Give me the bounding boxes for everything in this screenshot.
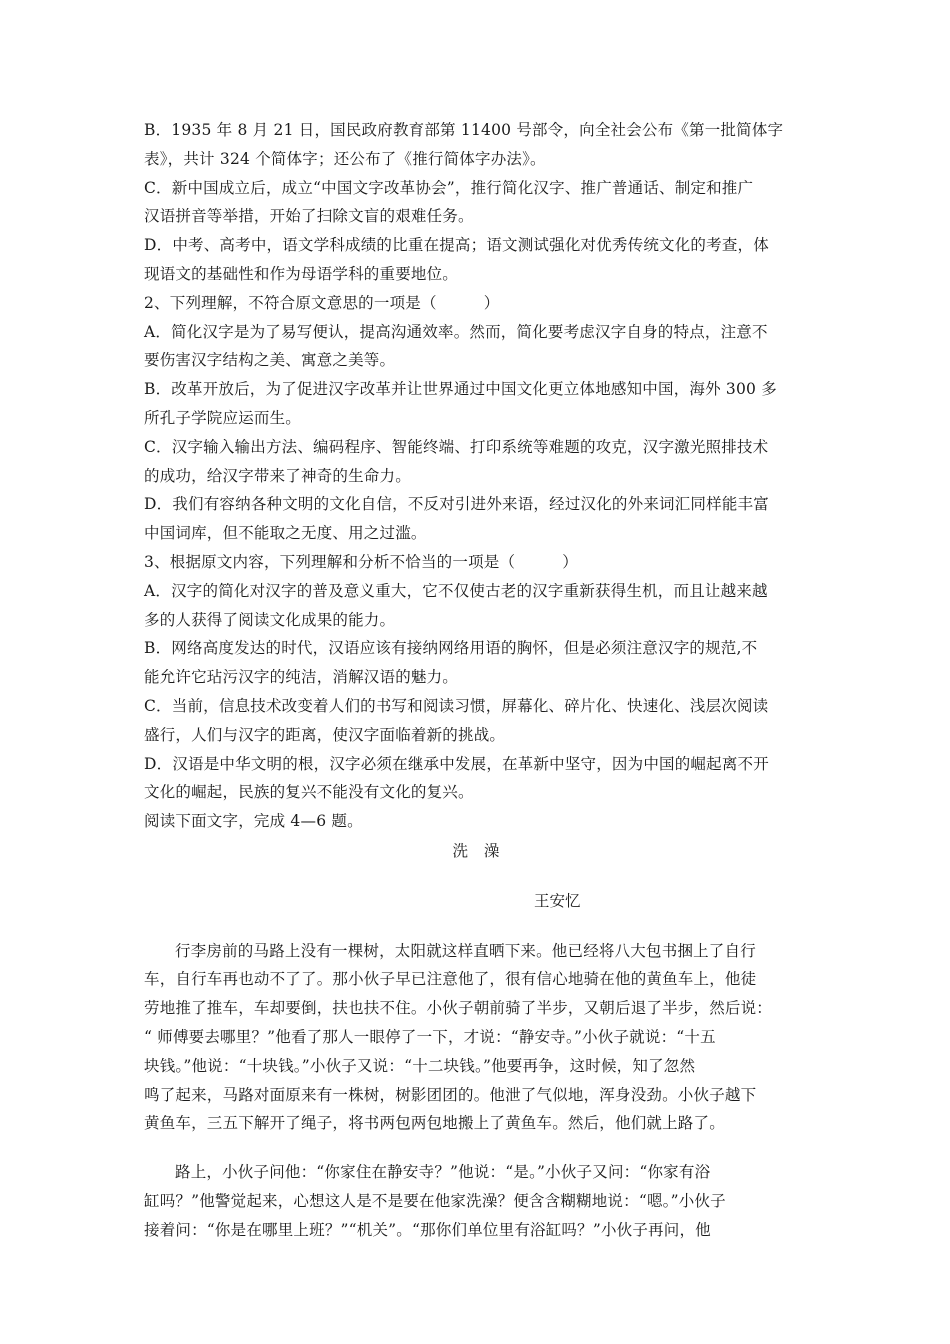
text-line: 车，自行车再也动不了了。那小伙子早已注意他了，很有信心地骑在他的黄鱼车上，他徒: [144, 970, 757, 989]
text-line: “ 师傅要去哪里？”他看了那人一眼停了一下，才说：“静安寺。”小伙子就说：“十五: [144, 1027, 716, 1046]
text-line: B．改革开放后，为了促进汉字改革并让世界通过中国文化更立体地感知中国，海外 300 多: [144, 380, 777, 399]
text-line: 鸣了起来，马路对面原来有一株树，树影团团的。他泄了气似地，浑身没劲。小伙子越下: [144, 1085, 757, 1104]
question-2: [144, 289, 808, 548]
text-line: D．中考、高考中，语文学科成绩的比重在提高；语文测试强化对优秀传统文化的考查，体: [144, 236, 769, 255]
paragraph-gap: [144, 1138, 808, 1158]
text-line: 能允许它玷污汉字的纯洁，消解汉语的魅力。: [144, 668, 459, 687]
text-line: D．我们有容纳各种文明的文化自信，不反对引进外来语，经过汉化的外来词汇同样能丰富: [144, 495, 769, 514]
question-3: [144, 548, 808, 807]
text-line: 现语文的基础性和作为母语学科的重要地位。: [144, 264, 459, 283]
text-line: C．新中国成立后，成立“中国文字改革协会”，推行简化汉字、推广普通话、制定和推广: [144, 178, 754, 197]
story-title: 洗 澡: [452, 841, 500, 860]
q2-option-a: [144, 318, 808, 376]
text-line: 要伤害汉字结构之美、寓意之美等。: [144, 351, 396, 370]
q1-option-b: [144, 116, 808, 174]
text-line: 接着问：“你是在哪里上班？”“机关”。“那你们单位里有浴缸吗？”小伙子再问，他: [144, 1220, 711, 1239]
text-line: B．网络高度发达的时代，汉语应该有接纳网络用语的胸怀，但是必须注意汉字的规范,不: [144, 639, 758, 658]
text-line: 文化的崛起，民族的复兴不能没有文化的复兴。: [144, 783, 474, 802]
text-line: 块钱。”他说：“十块钱。”小伙子又说：“十二块钱。”他要再争，这时候，知了忽然: [144, 1056, 696, 1075]
text-line: B．1935 年 8 月 21 日，国民政府教育部第 11400 号部令，向全社会公布《第一批简体字: [144, 121, 784, 139]
text-line: 中国词库，但不能取之无度、用之过滥。: [144, 524, 427, 543]
question-stem: 2、下列理解，不符合原文意思的一项是（ ）: [144, 293, 500, 312]
text-line: 黄鱼车，三五下解开了绳子，将书两包两包地搬上了黄鱼车。然后，他们就上路了。: [144, 1114, 725, 1133]
document-page: [144, 116, 808, 1244]
text-line: 盛行，人们与汉字的距离，使汉字面临着新的挑战。: [144, 725, 506, 744]
text-line: A．简化汉字是为了易写便认，提高沟通效率。然而，简化要考虑汉字自身的特点，注意不: [144, 322, 768, 341]
question-stem: 3、根据原文内容，下列理解和分析不恰当的一项是（ ）: [144, 552, 578, 571]
text-line: 行李房前的马路上没有一棵树，太阳就这样直晒下来。他已经将八大包书捆上了自行: [175, 941, 756, 960]
q3-option-b: [144, 634, 808, 692]
q3-option-d: [144, 750, 808, 808]
story-paragraph-2: [144, 1158, 808, 1244]
q2-option-d: [144, 490, 808, 548]
q2-option-b: [144, 375, 808, 433]
text-line: 路上，小伙子问他：“你家住在静安寺？”他说：“是。”小伙子又问：“你家有浴: [175, 1163, 711, 1182]
text-line: 的成功，给汉字带来了神奇的生命力。: [144, 466, 411, 485]
story-author: 王安忆: [534, 891, 581, 910]
text-line: C．汉字输入输出方法、编码程序、智能终端、打印系统等难题的攻克，汉字激光照排技术: [144, 437, 769, 456]
text-line: 所孔子学院应运而生。: [144, 408, 302, 427]
reading-instruction: 阅读下面文字，完成 4—6 题。: [144, 812, 363, 831]
text-line: 缸吗？”他警觉起来，心想这人是不是要在他家洗澡？便含含糊糊地说：“嗯。”小伙子: [144, 1191, 726, 1210]
text-line: 汉语拼音等举措，开始了扫除文盲的艰难任务。: [144, 207, 474, 226]
q3-option-c: [144, 692, 808, 750]
q2-option-c: [144, 433, 808, 491]
text-line: A．汉字的简化对汉字的普及意义重大，它不仅使古老的汉字重新获得生机，而且让越来越: [144, 581, 768, 600]
question-1-options: [144, 116, 808, 289]
text-line: 劳地推了推车，车却要倒，扶也扶不住。小伙子朝前骑了半步，又朝后退了半步，然后说：: [144, 999, 773, 1018]
story-paragraph-1: [144, 937, 808, 1139]
text-line: C．当前，信息技术改变着人们的书写和阅读习惯，屏幕化、碎片化、快速化、浅层次阅读: [144, 696, 769, 715]
text-line: D．汉语是中华文明的根，汉字必须在继承中发展，在革新中坚守，因为中国的崛起离不开: [144, 754, 769, 773]
q1-option-d: [144, 231, 808, 289]
text-line: 表》，共计 324 个简体字；还公布了《推行简体字办法》。: [144, 149, 546, 168]
q3-option-a: [144, 577, 808, 635]
text-line: 多的人获得了阅读文化成果的能力。: [144, 610, 396, 629]
q1-option-c: [144, 174, 808, 232]
